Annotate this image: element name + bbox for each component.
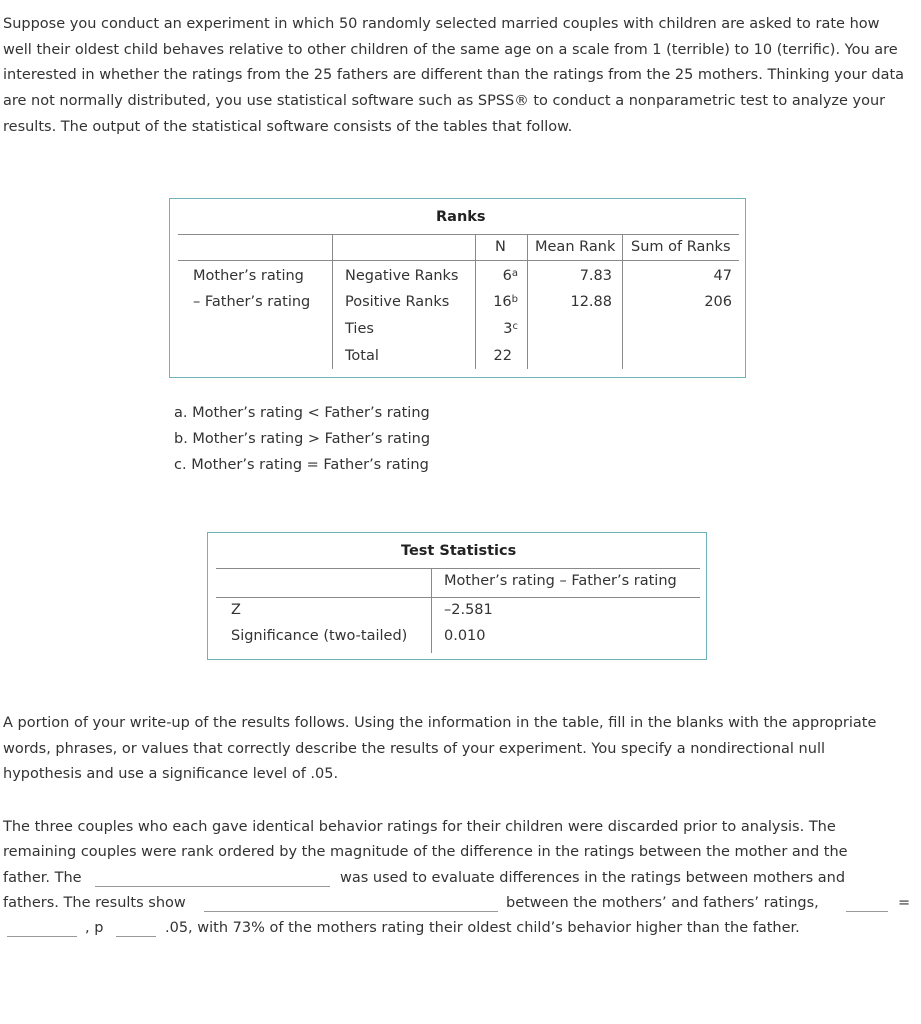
writeup-comma-p: , p: [85, 920, 104, 936]
writeup-line3-end: was used to evaluate differences in the ratings between mothers and: [340, 870, 846, 886]
mean-positive: 12.88: [570, 294, 612, 310]
intro-paragraph: Suppose you conduct an experiment in which 50 randomly selected married couples with children are asked to rate how well their oldest child behaves relative to other children of the same age on a scale from 1 (terrible) to 10 (terrific). You are interested in whether the ratings from the 25 fathers are different than the ratings from the 25 mothers. Thinking your data are not normally distributed, you use statistical software such as SPSS® to conduct a nonparametric test to analyze your results. The output of the statistical software consists of the tables that follow.: [3, 16, 905, 135]
n-negative: 6$^a$: [502, 268, 518, 284]
rank-label-ties: Ties: [345, 321, 374, 337]
z-value: –2.581: [444, 602, 493, 618]
ranks-title: Ranks: [436, 209, 486, 225]
writeup-line3-start: father. The: [3, 870, 82, 886]
writeup-line4-start: fathers. The results show: [3, 895, 186, 911]
test-statistics-table: [207, 532, 707, 660]
footnote-b: b. Mother’s rating > Father’s rating: [174, 431, 431, 447]
rank-label-positive: Positive Ranks: [345, 294, 450, 310]
writeup-line-5: [3, 915, 915, 941]
header-mean-rank: Mean Rank: [535, 239, 616, 255]
writeup-line-4: [3, 890, 915, 916]
writeup-line-1: [3, 814, 915, 840]
writeup-line1-text: The three couples who each gave identical behavior ratings for their children were discarded prior to analysis. The: [3, 819, 836, 835]
blank-statistic-value[interactable]: [7, 918, 77, 937]
header-n: N: [495, 239, 506, 255]
blank-p-comparison[interactable]: [116, 918, 156, 937]
rank-label-negative: Negative Ranks: [345, 268, 459, 284]
rank-label-total: Total: [345, 348, 379, 364]
significance-value: 0.010: [444, 628, 486, 644]
sum-negative: 47: [713, 268, 732, 284]
z-label: Z: [231, 602, 241, 618]
writeup-line-3: [3, 865, 915, 891]
n-positive: 16$^b$: [493, 294, 518, 310]
writeup-line4-mid: between the mothers’ and fathers’ ratings,: [506, 895, 819, 911]
sum-positive: 206: [704, 294, 732, 310]
mean-negative: 7.83: [579, 268, 612, 284]
writeup-line-2: [3, 839, 915, 865]
test-stats-title: Test Statistics: [401, 543, 517, 559]
footnote-c: c. Mother’s rating = Father’s rating: [174, 457, 429, 473]
equals-sign: =: [898, 895, 911, 911]
footnote-a: a. Mother’s rating < Father’s rating: [174, 405, 430, 421]
n-ties: 3$^c$: [503, 321, 518, 337]
blank-test-name[interactable]: [95, 868, 330, 887]
significance-label: Significance (two-tailed): [231, 628, 408, 644]
instructions-paragraph: A portion of your write-up of the results follows. Using the information in the table, fill in the blanks with the appropriate words, phrases, or values that correctly describe the results of your experiment. You specify a nondirectional null hypothesis and use a significance level of .05.: [3, 715, 877, 783]
header-sum-ranks: Sum of Ranks: [631, 239, 731, 255]
n-total: 22: [493, 348, 512, 364]
row-label-line1: Mother’s rating: [193, 268, 304, 284]
ranks-table: [169, 198, 746, 378]
blank-statistic-symbol[interactable]: [846, 893, 888, 912]
test-stats-column-header: Mother’s rating – Father’s rating: [444, 573, 677, 589]
blank-result-description[interactable]: [204, 893, 498, 912]
row-label-line2: – Father’s rating: [193, 294, 311, 310]
writeup-line5-end: .05, with 73% of the mothers rating their oldest child’s behavior higher than the father.: [165, 920, 800, 936]
writeup-line2-text: remaining couples were rank ordered by the magnitude of the difference in the ratings between the mother and the: [3, 844, 848, 860]
